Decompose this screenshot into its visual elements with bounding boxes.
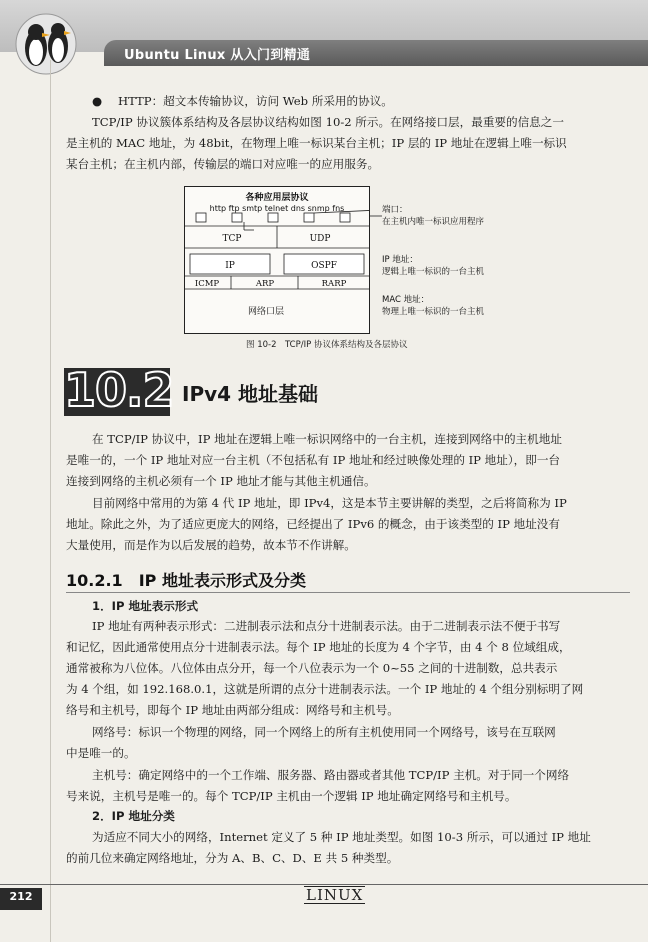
diagram-ospf: OSPF — [311, 261, 337, 271]
footer-rule — [0, 884, 648, 885]
minor-heading-1: 1．IP 地址表示形式 — [92, 599, 199, 613]
subsection-title: IP 地址表示形式及分类 — [138, 571, 306, 590]
p4-l2: 的前几位来确定网络地址，分为 A、B、C、D、E 共 5 种类型。 — [66, 851, 399, 865]
intro-line-3: 某台主机；在主机内部，传输层的端口对应唯一的应用服务。 — [66, 157, 380, 171]
sec-p2-l2: 地址。除此之外，为了适应更庞大的网络，已经提出了 IPv6 的概念，由于该类型的 IP 地址没有 — [66, 517, 560, 531]
subsection-number: 10.2.1 — [66, 571, 123, 590]
bullet-http: HTTP：超文本传输协议，访问 Web 所采用的协议。 — [118, 94, 393, 108]
bullet-dot: ● — [92, 94, 103, 108]
diagram-mac-desc: 物理上唯一标识的一台主机 — [382, 307, 485, 317]
diagram-arp: ARP — [255, 279, 275, 289]
figure-caption: 图 10-2 TCP/IP 协议体系结构及各层协议 — [246, 340, 408, 350]
p4-l1: 为适应不同大小的网络，Internet 定义了 5 种 IP 地址类型。如图 10-3 所示，可以通过 IP 地址 — [92, 830, 591, 844]
margin-line — [50, 60, 51, 942]
p1-l4: 为 4 个组，如 192.168.0.1，这就是所谓的点分十进制表示法。一个 IP 地址的 4 个组分别标明了网 — [66, 682, 584, 696]
sec-p2-l1: 目前网络中常用的为第 4 代 IP 地址，即 IPv4，这是本节主要讲解的类型，之后将简称为 IP — [92, 496, 567, 510]
diagram-port-desc: 在主机内唯一标识应用程序 — [382, 217, 485, 227]
p2-l2: 中是唯一的。 — [66, 746, 136, 760]
sec-p1-l1: 在 TCP/IP 协议中，IP 地址在逻辑上唯一标识网络中的一台主机，连接到网络中的主机地址 — [92, 432, 562, 446]
sec-p1-l3: 连接到网络的主机必须有一个 IP 地址才能与其他主机通信。 — [66, 474, 376, 488]
diagram-port-label: 端口： — [382, 205, 408, 215]
p3-l2: 号来说，主机号是唯一的。每个 TCP/IP 主机由一个逻辑 IP 地址确定网络号和主机号。 — [66, 789, 517, 803]
subsection-rule — [66, 592, 630, 593]
sec-p1-l2: 是唯一的，一个 IP 地址对应一台主机（不包括私有 IP 地址和经过映像处理的 IP 地址），即一台 — [66, 453, 561, 467]
header-title: Ubuntu Linux 从入门到精通 — [124, 48, 311, 63]
sec-p2-l3: 大量使用，而是作为以后发展的趋势，故本节不作讲解。 — [66, 538, 356, 552]
p1-l2: 和记忆，因此通常使用点分十进制表示法。每个 IP 地址的长度为 4 个字节，由 4 个 8 位域组成， — [66, 640, 571, 654]
intro-line-1: TCP/IP 协议簇体系结构及各层协议结构如图 10-2 所示。在网络接口层，最重要的信息之一 — [92, 115, 564, 129]
diagram-ip: IP — [225, 261, 235, 271]
intro-line-2: 是主机的 MAC 地址，为 48bit，在物理上唯一标识某台主机；IP 层的 IP 地址在逻辑上唯一标识 — [66, 136, 567, 150]
penguin-logo-icon — [6, 4, 102, 76]
section-title: IPv4 地址基础 — [182, 382, 319, 406]
p1-l1: IP 地址有两种表示形式：二进制表示法和点分十进制表示法。由于二进制表示法不便于书写 — [92, 619, 561, 633]
diagram-net-iface: 网络口层 — [247, 307, 285, 317]
p1-l3: 通常被称为八位体。八位体由点分开，每一个八位表示为一个 0~55 之间的十进制数，总共表示 — [66, 661, 558, 675]
p2-l1: 网络号：标识一个物理的网络，同一个网络上的所有主机使用同一个网络号，该号在互联网 — [92, 725, 556, 739]
diagram-ip-label: IP 地址： — [382, 255, 418, 265]
diagram-ip-desc: 逻辑上唯一标识的一台主机 — [382, 267, 485, 277]
diagram-udp: UDP — [309, 234, 331, 244]
section-number: 10.2 — [64, 363, 174, 417]
subsection-heading — [66, 568, 306, 591]
diagram-mac-label: MAC 地址： — [382, 295, 430, 305]
page-number: 212 — [9, 890, 33, 903]
tcpip-diagram — [184, 186, 370, 334]
footer-linux-logo: LINUX — [306, 886, 364, 904]
diagram-tcp: TCP — [222, 234, 242, 244]
diagram-app-layer: 各种应用层协议 — [245, 193, 309, 203]
diagram-rarp: RARP — [321, 279, 347, 289]
p1-l5: 络号和主机号，即每个 IP 地址由两部分组成：网络号和主机号。 — [66, 703, 399, 717]
p3-l1: 主机号：确定网络中的一个工作端、服务器、路由器或者其他 TCP/IP 主机。对于同一个网络 — [92, 768, 570, 782]
diagram-app-protocols: http ftp smtp telnet dns snmp fns — [209, 204, 345, 213]
diagram-icmp: ICMP — [194, 279, 220, 289]
minor-heading-2: 2．IP 地址分类 — [92, 809, 175, 823]
